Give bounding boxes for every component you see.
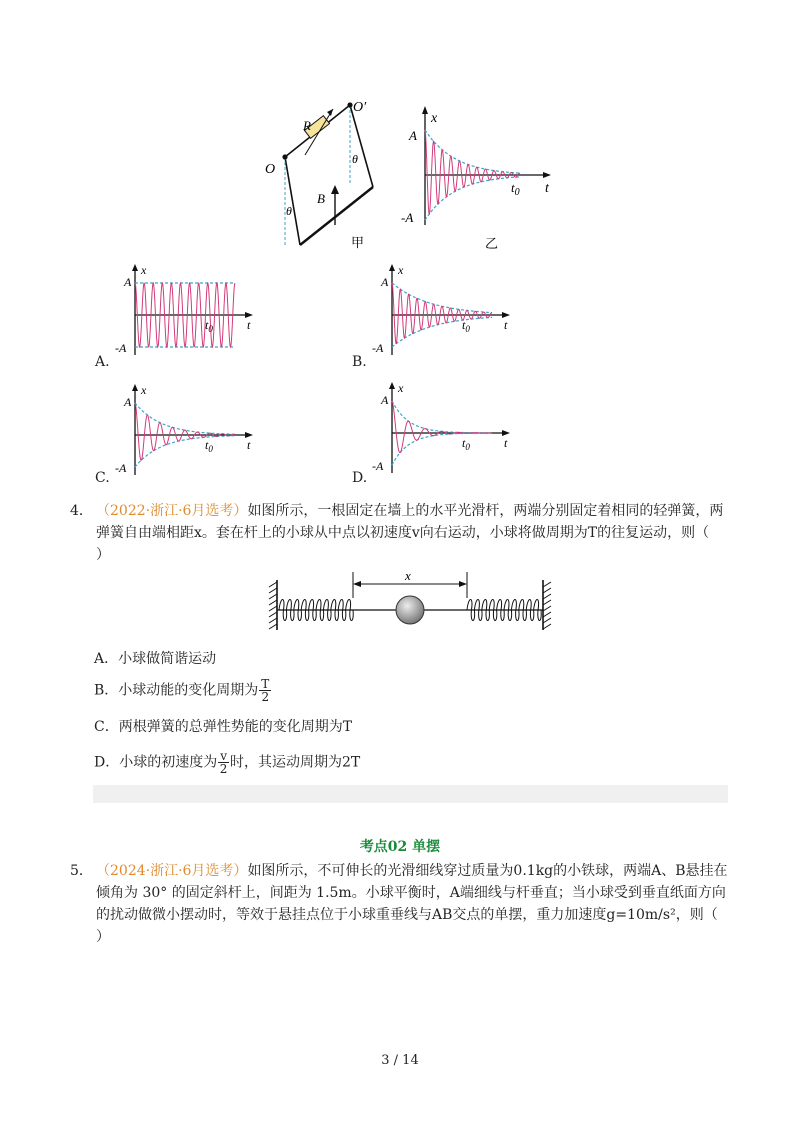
label-A: A (409, 128, 417, 143)
axis-t-label: t (545, 181, 549, 196)
axis-x-label: x (141, 383, 147, 397)
q4-text-2: 弹簧自由端相距x。套在杆上的小球从中点以初速度v向右运动，小球将做周期为T的往复运动，则（ (96, 525, 710, 541)
label-R: R (303, 118, 311, 133)
axis-t-label: t (504, 436, 508, 450)
q4-option-D[interactable]: D．小球的初速度为 $\frac{v}{2}$ 时，其运动周期为2T (94, 749, 361, 776)
label-t0: $t_0$ (462, 318, 470, 334)
label-theta-left: θ (286, 204, 292, 218)
label-t0: $t_0$ (205, 438, 213, 454)
axis-x-label: x (431, 111, 438, 126)
label-B: B (317, 191, 325, 206)
q4-option-A[interactable]: A．小球做简谐运动 (94, 651, 217, 667)
q4-text-3: ） (96, 547, 110, 563)
q5-text-4: ） (96, 929, 110, 945)
label-t0: $t_0$ (205, 318, 213, 334)
spring-x-label: x (405, 568, 411, 583)
caption-jia: 甲 (351, 235, 365, 250)
option-graph-A-letter[interactable]: A. (95, 354, 110, 370)
q4-number: 4． (70, 503, 93, 519)
option-graph-C[interactable] (115, 380, 255, 480)
q5-text-1: 如图所示，不可伸长的光滑细线穿过质量为0.1kg的小铁球，两端A、B悬挂在 (247, 863, 728, 879)
axis-y-arrow (389, 264, 395, 271)
oscillation-curve (392, 401, 492, 453)
spring-rod-figure (265, 568, 555, 638)
axis-x-label: x (141, 263, 147, 277)
answer-bar (93, 785, 728, 803)
label-negA: -A (401, 210, 414, 225)
axis-y-arrow (389, 382, 395, 389)
label-negA: -A (372, 341, 384, 355)
q4-option-C[interactable]: C．两根弹簧的总弹性势能的变化周期为T (94, 719, 353, 735)
q5-source: （2024·浙江·6月选考） (96, 863, 248, 879)
damped-wave (425, 130, 520, 214)
section-title: 考点02 单摆 (359, 839, 441, 855)
label-A: A (381, 393, 389, 407)
label-O: O (265, 162, 276, 177)
option-graph-A[interactable] (115, 260, 255, 360)
axis-x-label: x (398, 263, 404, 277)
envelope-upper (392, 401, 492, 433)
ball (396, 596, 424, 624)
q5-text-2: 倾角为 30° 的固定斜杆上，间距为 1.5m。小球平衡时，A端细线与杆垂直；当小球受到垂直纸面方向 (96, 885, 726, 901)
label-O-prime: O′ (353, 100, 367, 115)
q4-source: （2022·浙江·6月选考） (96, 503, 248, 519)
axis-x-label: x (398, 381, 404, 395)
axis-t-label: t (247, 318, 251, 332)
label-A: A (124, 275, 132, 289)
envelope-lower (392, 317, 492, 347)
label-A: A (381, 275, 389, 289)
label-t0: $t_0$ (462, 436, 470, 452)
apparatus-figure (255, 95, 405, 255)
label-negA: -A (115, 341, 127, 355)
label-theta-right: θ (352, 152, 358, 166)
axis-y-arrow (132, 264, 138, 271)
envelope-lower (135, 436, 235, 467)
q4-options (94, 648, 734, 784)
oscillation-curve (135, 403, 235, 460)
envelope-lower (392, 433, 492, 465)
label-negA: -A (372, 459, 384, 473)
axis-t-label: t (504, 318, 508, 332)
oscillation-curve (392, 283, 492, 344)
option-graph-B[interactable] (372, 260, 512, 360)
label-negA: -A (115, 461, 127, 475)
label-t0: $t_0$ (511, 180, 520, 198)
axis-t-label: t (247, 438, 251, 452)
q4-text-1: 如图所示，一根固定在墙上的水平光滑杆，两端分别固定着相同的轻弹簧，两 (247, 503, 724, 519)
envelope-upper (425, 130, 520, 173)
axis-y-arrow (132, 384, 138, 391)
graph-yi (395, 100, 565, 250)
label-A: A (124, 395, 132, 409)
option-graph-D[interactable] (372, 378, 512, 478)
page-number: 3 / 14 (381, 1053, 419, 1068)
q5-text-3: 的扰动做微小摆动时，等效于悬挂点位于小球重垂线与AB交点的单摆，重力加速度g=10m/s²，则（ (96, 907, 718, 923)
option-graph-B-letter[interactable]: B. (352, 354, 367, 370)
option-graph-C-letter[interactable]: C. (95, 470, 110, 486)
q5-number: 5． (70, 863, 93, 879)
option-graph-D-letter[interactable]: D. (352, 470, 368, 486)
q5-stem (70, 860, 740, 948)
caption-yi: 乙 (485, 236, 499, 250)
q4-option-B[interactable]: B．小球动能的变化周期为 $\frac{T}{2}$ (94, 677, 270, 704)
q4-stem (70, 500, 740, 566)
